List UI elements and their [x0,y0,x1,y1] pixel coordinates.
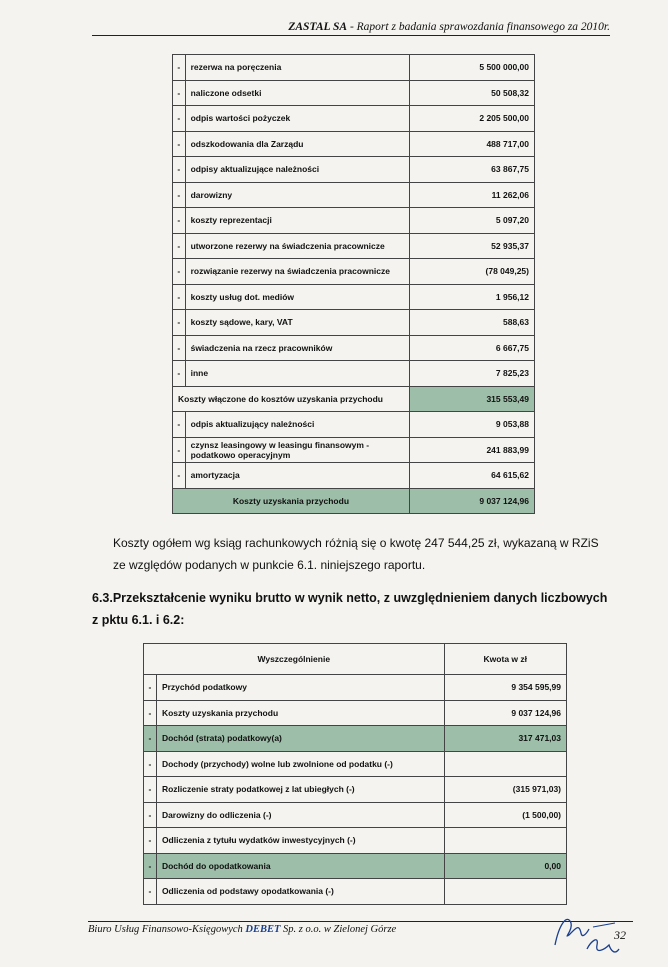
row-value: 2 205 500,00 [409,106,534,132]
table-row [173,157,535,183]
total-value: 9 037 124,96 [409,488,534,514]
row-value: (1 500,00) [444,802,566,828]
row-label: inne [185,361,409,387]
total-row [173,488,535,514]
table-row [173,335,535,361]
row-label: Przychód podatkowy [156,675,444,701]
table-row [144,700,567,726]
row-value: 317 471,03 [444,726,566,752]
row-dash: - [144,700,157,726]
row-value: 9 053,88 [409,412,534,438]
subtotal-value: 315 553,49 [409,386,534,412]
signature-image [545,905,625,965]
subtotal-row [173,386,535,412]
row-label: naliczone odsetki [185,80,409,106]
row-dash: - [173,55,186,81]
row-label: amortyzacja [185,463,409,489]
row-dash: - [173,437,186,463]
row-dash: - [144,675,157,701]
row-dash: - [173,284,186,310]
income-table [143,643,567,905]
row-label: czynsz leasingowy w leasingu finansowym - podatkowo operacyjnym [185,437,409,463]
row-label: odpis aktualizujący należności [185,412,409,438]
subtotal-label: Koszty włączone do kosztów uzyskania przychodu [173,386,410,412]
header-value: Kwota w zł [444,644,566,675]
row-dash: - [144,828,157,854]
row-value [444,828,566,854]
row-dash: - [173,361,186,387]
row-value: 9 354 595,99 [444,675,566,701]
row-label: odszkodowania dla Zarządu [185,131,409,157]
row-label: Koszty uzyskania przychodu [156,700,444,726]
header-company: ZASTAL SA [288,21,348,33]
table-row [144,675,567,701]
table-row [144,802,567,828]
row-label: koszty reprezentacji [185,208,409,234]
row-value: 64 615,62 [409,463,534,489]
row-dash: - [144,802,157,828]
row-value: (315 971,03) [444,777,566,803]
footer-prefix: Biuro Usług Finansowo-Księgowych [88,924,246,935]
total-label: Koszty uzyskania przychodu [173,488,410,514]
row-label: odpis wartości pożyczek [185,106,409,132]
row-dash: - [173,259,186,285]
row-dash: - [144,853,157,879]
row-value: 5 097,20 [409,208,534,234]
row-value [444,879,566,905]
table-row [173,233,535,259]
row-dash: - [144,879,157,905]
table-row [144,853,567,879]
row-label: odpisy aktualizujące należności [185,157,409,183]
costs-paragraph: Koszty ogółem wg ksiąg rachunkowych różnią się o kwotę 247 544,25 zł, wykazaną w RZiS ze względów podanych w punkcie 6.1. niniejszego raportu. [113,536,599,572]
row-label: koszty sądowe, kary, VAT [185,310,409,336]
row-value: 488 717,00 [409,131,534,157]
table-row [173,412,535,438]
row-dash: - [173,310,186,336]
table-row [173,437,535,463]
row-dash: - [173,106,186,132]
row-label: świadczenia na rzecz pracowników [185,335,409,361]
table-row [173,182,535,208]
table-row [144,777,567,803]
row-label: koszty usług dot. mediów [185,284,409,310]
row-value: 50 508,32 [409,80,534,106]
row-label: Odliczenia z tytułu wydatków inwestycyjnych (-) [156,828,444,854]
table-row [173,310,535,336]
section-title: 6.3.Przekształcenie wyniku brutto w wynik netto, z uwzględnieniem danych liczbowych z pktu 6.1. i 6.2: [92,591,608,627]
row-dash: - [173,233,186,259]
row-label: Dochody (przychody) wolne lub zwolnione od podatku (-) [156,751,444,777]
table-row [173,55,535,81]
row-dash: - [173,208,186,234]
row-label: rezerwa na poręczenia [185,55,409,81]
table-row [173,284,535,310]
row-dash: - [173,335,186,361]
row-label: utworzone rezerwy na świadczenia pracownicze [185,233,409,259]
row-label: Dochód (strata) podatkowy(a) [156,726,444,752]
header-label: Wyszczególnienie [144,644,445,675]
table-row [173,361,535,387]
table-row [144,726,567,752]
table-row [173,80,535,106]
row-dash: - [173,463,186,489]
row-dash: - [144,777,157,803]
row-label: rozwiązanie rezerwy na świadczenia pracownicze [185,259,409,285]
row-value: 63 867,75 [409,157,534,183]
row-value: 241 883,99 [409,437,534,463]
row-value [444,751,566,777]
table-row [173,463,535,489]
row-value: 0,00 [444,853,566,879]
row-dash: - [144,751,157,777]
table-row [144,879,567,905]
row-label: Darowizny do odliczenia (-) [156,802,444,828]
row-label: darowizny [185,182,409,208]
row-value: 5 500 000,00 [409,55,534,81]
costs-table [172,54,535,514]
page-header [92,21,610,36]
row-value: 11 262,06 [409,182,534,208]
table-row [173,208,535,234]
row-dash: - [173,131,186,157]
table-row [173,259,535,285]
row-value: 1 956,12 [409,284,534,310]
row-label: Rozliczenie straty podatkowej z lat ubiegłych (-) [156,777,444,803]
table-row [173,131,535,157]
footer-suffix: Sp. z o.o. w Zielonej Górze [280,924,397,935]
row-dash: - [173,182,186,208]
header-title: - Raport z badania sprawozdania finansowego za 2010r. [347,21,610,33]
row-value: (78 049,25) [409,259,534,285]
page-number: 32 [614,928,626,942]
row-value: 7 825,23 [409,361,534,387]
table-row [144,828,567,854]
table-row [173,106,535,132]
row-value: 9 037 124,96 [444,700,566,726]
table-row [144,751,567,777]
row-value: 588,63 [409,310,534,336]
row-value: 6 667,75 [409,335,534,361]
row-dash: - [144,726,157,752]
row-dash: - [173,80,186,106]
footer-brand: DEBET [245,924,281,935]
table-header [144,644,567,675]
row-label: Odliczenia od podstawy opodatkowania (-) [156,879,444,905]
row-dash: - [173,412,186,438]
row-value: 52 935,37 [409,233,534,259]
row-dash: - [173,157,186,183]
row-label: Dochód do opodatkowania [156,853,444,879]
